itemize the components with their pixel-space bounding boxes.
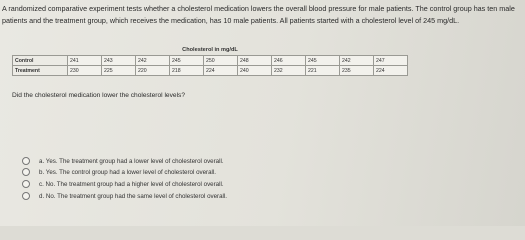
table-cell: 221: [306, 66, 340, 76]
table-cell: 224: [374, 66, 408, 76]
row-label: Control: [13, 56, 68, 66]
table-cell: 224: [204, 66, 238, 76]
question-text: Did the cholesterol medication lower the cholesterol levels?: [12, 92, 185, 99]
radio-button[interactable]: [22, 192, 30, 200]
problem-statement: A randomized comparative experiment tests whether a cholesterol medication lowers the overall blood pressure for male patients. The control group has ten male patients and the treatment group, which receives the medication, has 10 male patients. All patients started with a cholesterol level of 245 mg/dL.: [2, 4, 515, 25]
choice-label: d. No. The treatment group had the same level of cholesterol overall.: [39, 192, 228, 200]
radio-button[interactable]: [22, 180, 30, 188]
table-cell: 247: [374, 56, 408, 66]
table-cell: 245: [306, 56, 340, 66]
table-cell: 246: [272, 56, 306, 66]
choice-label: a. Yes. The treatment group had a lower level of cholesterol overall.: [39, 157, 224, 165]
radio-button[interactable]: [22, 168, 30, 176]
table-cell: 242: [340, 56, 374, 66]
table-cell: 240: [238, 66, 272, 76]
row-label: Treatment: [13, 66, 68, 76]
choice-b[interactable]: [22, 167, 216, 177]
table-caption: Cholesterol in mg/dL: [182, 47, 238, 53]
table-cell: 225: [102, 66, 136, 76]
table-cell: 232: [272, 66, 306, 76]
choice-a[interactable]: [22, 156, 224, 166]
table-cell: 218: [170, 66, 204, 76]
choice-label: c. No. The treatment group had a higher level of cholesterol overall.: [39, 180, 224, 188]
table-cell: 242: [136, 56, 170, 66]
radio-button[interactable]: [22, 157, 30, 165]
table-cell: 248: [238, 56, 272, 66]
choice-c[interactable]: [22, 179, 224, 189]
table-cell: 250: [204, 56, 238, 66]
table-cell: 230: [68, 66, 102, 76]
choice-d[interactable]: [22, 191, 227, 201]
table-cell: 235: [340, 66, 374, 76]
table-cell: 243: [102, 56, 136, 66]
choice-label: b. Yes. The control group had a lower level of cholesterol overall.: [39, 168, 217, 176]
table-cell: 245: [170, 56, 204, 66]
table-cell: 220: [136, 66, 170, 76]
table-cell: 241: [68, 56, 102, 66]
